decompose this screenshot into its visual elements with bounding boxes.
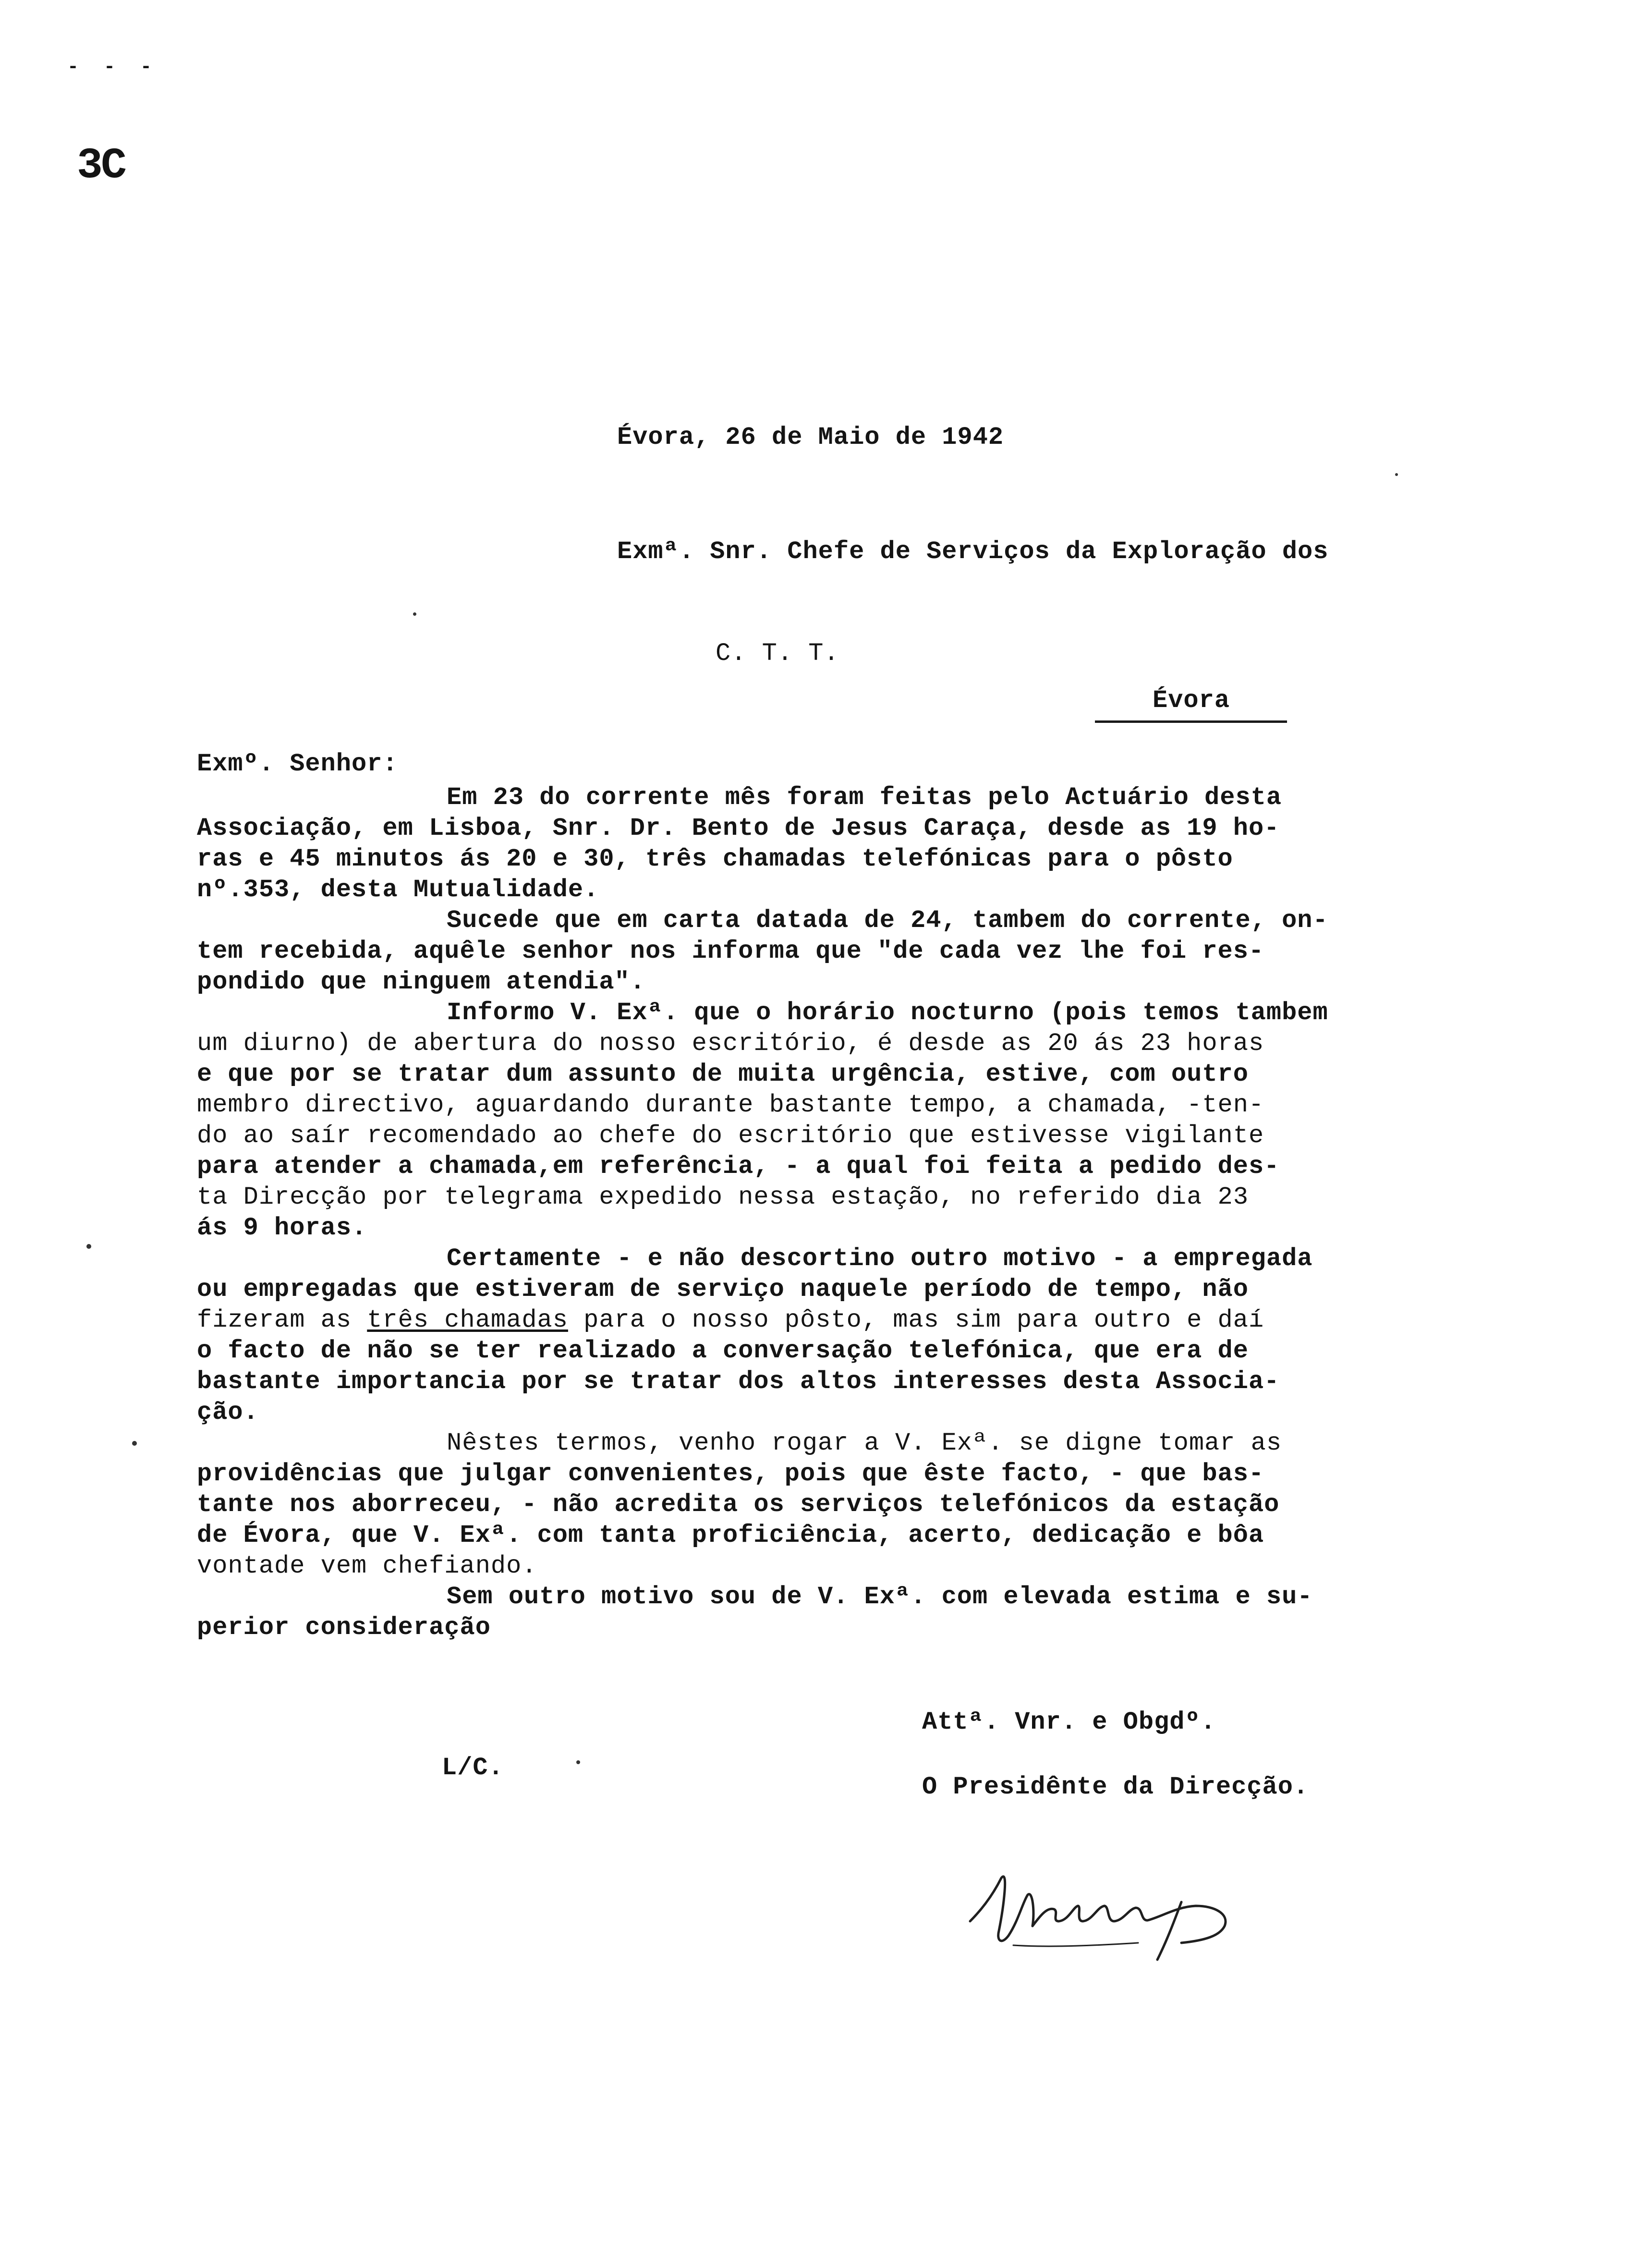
closing-line-1: Attª. Vnr. e Obgdº. [922, 1708, 1216, 1736]
salutation: Exmº. Senhor: [197, 750, 398, 778]
body-line: perior consideração [197, 1613, 491, 1642]
addressee-city: Évora [1153, 686, 1230, 715]
body-line: o facto de não se ter realizado a conversação telefónica, que era de [197, 1337, 1249, 1365]
body-line: vontade vem chefiando. [197, 1552, 537, 1580]
body-line: ou empregadas que estiveram de serviço naquele período de tempo, não [197, 1275, 1249, 1304]
reference-initials: L/C. [442, 1754, 504, 1782]
addressee-line-1: Exmª. Snr. Chefe de Serviços da Exploração dos [617, 537, 1329, 566]
signature-scribble [956, 1849, 1263, 1974]
city-underline [1095, 720, 1287, 723]
body-line-underlined-phrase: fizeram as três chamadas para o nosso pôsto, mas sim para outro e daí [197, 1306, 1264, 1334]
body-line: Nêstes termos, venho rogar a V. Exª. se digne tomar as [447, 1429, 1282, 1457]
paragraph-3 [197, 998, 1542, 1244]
paper-speck [1395, 473, 1398, 476]
body-line: membro directivo, aguardando durante bastante tempo, a chamada, -ten- [197, 1091, 1264, 1119]
top-margin-marks: - - - [67, 57, 159, 78]
paper-speck [576, 1760, 580, 1764]
body-line: Sucede que em carta datada de 24, tambem do corrente, on- [447, 906, 1328, 935]
paper-speck [86, 1244, 91, 1249]
paragraph-6 [197, 1582, 1542, 1644]
paragraph-1 [197, 783, 1542, 906]
body-line: Associação, em Lisboa, Snr. Dr. Bento de Jesus Caraça, desde as 19 ho- [197, 814, 1280, 842]
body-line: para atender a chamada,em referência, - a qual foi feita a pedido des- [197, 1152, 1280, 1181]
body-line: do ao saír recomendado ao chefe do escritório que estivesse vigilante [197, 1122, 1264, 1150]
body-line: nº.353, desta Mutualidade. [197, 876, 599, 904]
place-date: Évora, 26 de Maio de 1942 [617, 423, 1004, 451]
paragraph-5 [197, 1428, 1542, 1582]
body-line: e que por se tratar dum assunto de muita urgência, estive, com outro [197, 1060, 1249, 1088]
body-line: ras e 45 minutos ás 20 e 30, três chamadas telefónicas para o pôsto [197, 845, 1233, 873]
body-line: Em 23 do corrente mês foram feitas pelo Actuário desta [447, 783, 1282, 812]
body-line: de Évora, que V. Exª. com tanta proficiência, acerto, dedicação e bôa [197, 1521, 1264, 1549]
signature [956, 1849, 1263, 1974]
body-line: tem recebida, aquêle senhor nos informa que "de cada vez lhe foi res- [197, 937, 1264, 965]
body-line: Sem outro motivo sou de V. Exª. com elevada estima e su- [447, 1583, 1313, 1611]
page-number-mark: 3C [77, 142, 125, 191]
letter-body [197, 783, 1542, 1644]
paragraph-2 [197, 906, 1542, 998]
body-line: Informo V. Exª. que o horário nocturno (pois temos tambem [447, 999, 1328, 1027]
addressee-line-2: C. T. T. [716, 639, 839, 668]
body-line: Certamente - e não descortino outro motivo - a empregada [447, 1244, 1313, 1273]
paper-speck [132, 1441, 137, 1446]
paper-speck [413, 612, 416, 616]
body-line: ção. [197, 1398, 259, 1427]
body-line: bastante importancia por se tratar dos altos interesses desta Associa- [197, 1367, 1280, 1396]
body-line: pondido que ninguem atendia". [197, 968, 645, 996]
body-line: providências que julgar convenientes, pois que êste facto, - que bas- [197, 1460, 1264, 1488]
body-line: ta Direcção por telegrama expedido nessa estação, no referido dia 23 [197, 1183, 1249, 1211]
body-line: ás 9 horas. [197, 1214, 367, 1242]
underlined-phrase: três chamadas [367, 1306, 568, 1334]
body-line: um diurno) de abertura do nosso escritório, é desde as 20 ás 23 horas [197, 1029, 1264, 1058]
closing-line-2: O Presidênte da Direcção. [922, 1773, 1309, 1801]
body-line: tante nos aborreceu, - não acredita os serviços telefónicos da estação [197, 1490, 1280, 1519]
paragraph-4 [197, 1244, 1542, 1428]
